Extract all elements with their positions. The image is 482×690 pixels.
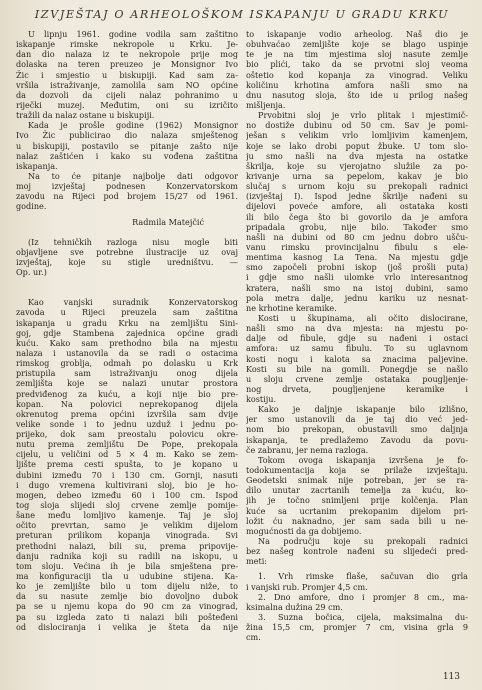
spacer (16, 287, 238, 297)
text-line: Kada je prošle godine (1962) Monsignor (28, 120, 238, 131)
text-line: jih je točno snimljeni prije kolčenja. Plan (246, 495, 468, 506)
text-line: iskapanja. (16, 160, 58, 171)
text-line: mentima kasnog La Tena. Na mjestu gdje (246, 252, 468, 263)
text-line: mogen, debeo između 60 i 100 cm. Ispod (16, 489, 238, 500)
text-line: prethodni nalazi, bili su, prema pripovije- (16, 540, 238, 551)
text-line: našli smo na dva mjesta: na mjestu po- (246, 323, 468, 334)
spacer (16, 227, 238, 237)
text-line: jer smo ustanovili da je taj dio već jed- (246, 414, 468, 425)
text-line: da su nasute zemlje bio dovoljno dubok (16, 591, 238, 602)
text-line: preturan prilikom kopanja vinograda. Svi (16, 530, 238, 541)
text-line: u biskupiji, postavilo se pitanje zašto nije (16, 140, 238, 151)
text-line: ljište prema cesti spušta, to je kopano u (16, 459, 238, 470)
text-line: iskapanja u gradu Krku na zemljištu Sini- (16, 317, 238, 328)
text-line: slučaj s urnom koju su prekopali radnici (246, 181, 468, 192)
text-line: mišljenja. (246, 99, 286, 110)
text-line: 3. Suzna bočica, cijela, maksimalna du- (258, 612, 468, 623)
page-number: 113 (442, 672, 460, 682)
text-line: goj, gdje Stambena zajednica općine gradi (16, 327, 238, 338)
text-line: prijeko, dok sam preostalu polovicu okre- (16, 429, 238, 440)
text-columns (16, 29, 468, 642)
text-line: i dugo vremena kultivirani sloj, bio je ho- (16, 479, 238, 490)
text-line: kopan. Na polovici neprekopanog dijela (16, 398, 238, 409)
text-line: pristupila sam istraživanju onog dijela (16, 368, 238, 379)
text-line: zavodu na Rijeci pod brojem 15/27 od 1961. (16, 191, 238, 202)
text-line: dnu nasutog sloja, što ide u prilog našeg (246, 89, 468, 100)
text-line: u sloju crvene zemlje ostataka pougljenje- (246, 373, 468, 384)
text-line: kostiju. (246, 394, 277, 405)
text-line: dubini između 70 i 130 cm. Gornji, nasuti (16, 469, 238, 480)
text-line: to iskapanje vodio arheolog. Naš dio je (246, 29, 468, 39)
text-line: smo započeli probni iskop (još prošli puta) (246, 262, 468, 273)
text-line: (Iz tehničkih razloga nisu mogle biti (28, 236, 238, 247)
text-line: našli na dubini od 80 cm jednu dobro ušču- (246, 231, 468, 242)
text-line: škrilja, koje su vjerojatno služile za po- (246, 160, 468, 171)
text-line: danju radnika koji su radili na iskopu, u (16, 550, 238, 561)
text-line: todokumentacija koja se prilaže izvještaju. (246, 465, 468, 476)
text-line: krivanje urna sa pepelom, kakav je bio (246, 170, 468, 181)
text-line: Geodetski snimak nije potreban, jer se ra- (246, 475, 468, 486)
text-line: 1. Vrh rimske flaše, sačuvan dio grla (258, 571, 468, 582)
text-line: Na to će pitanje najbolje dati odgovor (28, 170, 238, 181)
text-line: ne krhotine keramike. (246, 302, 337, 313)
text-line: šane među lomljivo kamenje. Taj je sloj (16, 510, 238, 521)
text-line: vršila istraživanje, zamolila sam NO općine (16, 79, 238, 90)
text-line: velike sonde i to jednu uzduž i jednu po- (16, 418, 238, 429)
left-column (16, 29, 238, 642)
text-line: bio plići, tako da se prvotni sloj veoma (246, 59, 468, 70)
text-line: Žic i smjestio u biskupiji. Kad sam za- (16, 69, 238, 80)
text-line: pripadala grobu, nije bilo. Također smo (246, 221, 468, 232)
text-line: Na području koje su prekopali radnici (258, 536, 468, 547)
text-line: cijelu, u veličini od 5 × 4 m. Kako se zem- (16, 449, 238, 460)
right-column (246, 29, 468, 642)
text-line: Radmila Matejčić (132, 216, 204, 227)
text-line: nutu prema zemljištu De Pope, prekopala (16, 439, 238, 450)
text-line: oštetio kod kopanja za vinograd. Veliku (246, 69, 468, 80)
text-line: pa su izgleda zato ti nalazi bili pošteđeni (16, 611, 238, 622)
text-line: očito prevrtan, samo je velikim dijelom (16, 520, 238, 531)
text-line: moj izvještaj podnesen Konzervatorskom (16, 181, 238, 192)
text-line: nalaza i ustanovila da se radi o ostacima (16, 347, 238, 358)
article-title: IZVJEŠTAJ O ARHEOLOŠKOM ISKAPANJU U GRADU KRKU (34, 8, 450, 21)
text-line: Tokom ovoga iskapanja izvršena je fo- (258, 454, 468, 465)
text-line: dijelovi povеće amfore, ali ostataka kosti (246, 201, 468, 212)
text-line: te je na tim mjestima sloj nasute zemlje (246, 49, 468, 60)
text-line: nog drveta, pougljenjene keramike i (246, 383, 468, 394)
text-line: bez našeg kontrole nađeni su slijedeći pred- (246, 546, 468, 557)
text-line: ložit ću naknadno, jer sam sada bili u ne- (246, 515, 468, 526)
text-line: dolaska na teren preuzeo je Monsignor Ivo (16, 59, 238, 70)
text-line: cm. (246, 632, 261, 643)
text-line: iskapanje rimske nekropole u Krku. Je- (16, 39, 238, 50)
text-line: od dislociranja i velika je šteta da nije (16, 621, 238, 632)
text-line: pa se u njemu kopa do 90 cm za vinograd, (16, 601, 238, 612)
text-line: kratera, našli smo na istoj dubini, samo (246, 282, 468, 293)
text-line: ili bilo čega što bi govorilo da je amfora (246, 211, 468, 222)
text-line: dan dio nalaza iz te nekropole prije mog (16, 49, 238, 60)
text-line: mogućnosti da ga dobijemo. (246, 525, 362, 536)
text-line: če zabranu, jer nema razloga. (246, 444, 369, 455)
text-line: riječki muzej. Međutim, oni su izričito (16, 99, 238, 110)
text-line: Prvobitni sloj je vrlo plitak i mjestimič- (258, 110, 468, 121)
text-line: predviđenog za kuću, a koji nije bio pre- (16, 388, 238, 399)
text-line: kosti nogu i kalota sa znacima paljevine. (246, 353, 468, 364)
text-line: da dozvoli da cijeli nalaz pohranimo u (16, 89, 238, 100)
text-line: koje se lako drobi poput žbuke. U tom slo- (246, 140, 468, 151)
text-line: Kosti su bile na gomili. Ponegdje se našlo (246, 363, 468, 374)
text-line: godine. (16, 201, 47, 212)
text-line: ješan s velikim vrlo lomljivim kamenjem, (246, 130, 468, 141)
spacer (16, 277, 238, 287)
text-line: ju smo našli na dva mjesta na ostatke (246, 150, 468, 161)
text-line: ma konfiguraciji tla u udubine stijena. Ka- (16, 571, 238, 582)
text-line: iskapanja, te predlažemo Zavodu da povu- (246, 434, 468, 445)
text-line: amfora: uz samu fibulu. To su uglavnom (246, 343, 468, 354)
text-line: nom bio prekopan, obustavili smo daljnja (246, 424, 468, 435)
text-line: zavoda u Rijeci preuzela sam zaštitna (16, 307, 238, 318)
text-line: objavljene sve potrebne ilustracije uz ovaj (16, 246, 238, 257)
text-line: ko je zemljište bilo u tom dijelu niže, to (16, 581, 238, 592)
text-line: Kako je daljnje iskapanje bilo izlišno, (258, 404, 468, 415)
text-line: dilo unutar zacrtanih temelja za kuću, ko- (246, 485, 468, 496)
text-line: tom sloju. Većina ih je bila smještena pre- (16, 560, 238, 571)
text-line: količinu krhotina amfora našli smo na (246, 79, 468, 90)
text-line: kuće sa ucrtanim prekopanim dijelom pri- (246, 505, 468, 516)
text-line: zemljišta koje se nalazi unutar prostora (16, 378, 238, 389)
text-line: vanu rimsku provincijalnu fibulu s ele- (246, 241, 468, 252)
text-line: Kao vanjski suradnik Konzervatorskog (28, 297, 238, 308)
text-line: tog sloja slijedi sloj crvene zemlje pomije- (16, 500, 238, 511)
text-line: rimskog groblja, odmah po dolasku u Krk (16, 358, 238, 369)
text-line: meti: (246, 556, 268, 567)
text-line: pola metra dalje, jednu kariku uz nesnat- (246, 292, 468, 303)
text-line: (izvještaj I). Ispod jedne škrilje nađeni su (246, 191, 468, 202)
text-line: i vanjski rub. Promjer 4,5 cm. (246, 581, 368, 592)
text-line: Kosti u škupinama, ali očito dislocirane, (258, 312, 468, 323)
text-line: izvještaj, koje su stigle uredništvu. — (16, 256, 238, 267)
text-line: 2. Dno amfore, dno i promjer 8 cm., ma- (258, 591, 468, 602)
text-line: žina 15,5 cm, promjer 7 cm, visina grla 9 (246, 622, 468, 633)
text-line: okrenutog prema općini izvršila sam dvije (16, 408, 238, 419)
text-line: i gdje smo našli ulomke vrlo interesantnog (246, 272, 468, 283)
text-line: dalje od fibule, gdje su nađeni i ostaci (246, 333, 468, 344)
text-line: U lipnju 1961. godine vodila sam zaštitno (28, 29, 238, 39)
text-line: no dostiže dubinu od 50 cm. Sav je pomi- (246, 120, 468, 131)
text-line: nalaz zaštićen i kako su vođena zaštitna (16, 150, 238, 161)
text-line: Op. ur.) (16, 267, 47, 278)
text-line: tražili da nalaz ostane u biskupiji. (16, 110, 155, 121)
text-line: Ivo Žic publicirao dio nalaza smještenog (16, 130, 238, 141)
text-line: kuću. Kako sam prethodno bila na mjestu (16, 337, 238, 348)
text-line: ksimalna dužina 29 cm. (246, 601, 343, 612)
text-line: obuhvaćao zemljište koje se blago uspinje (246, 39, 468, 50)
